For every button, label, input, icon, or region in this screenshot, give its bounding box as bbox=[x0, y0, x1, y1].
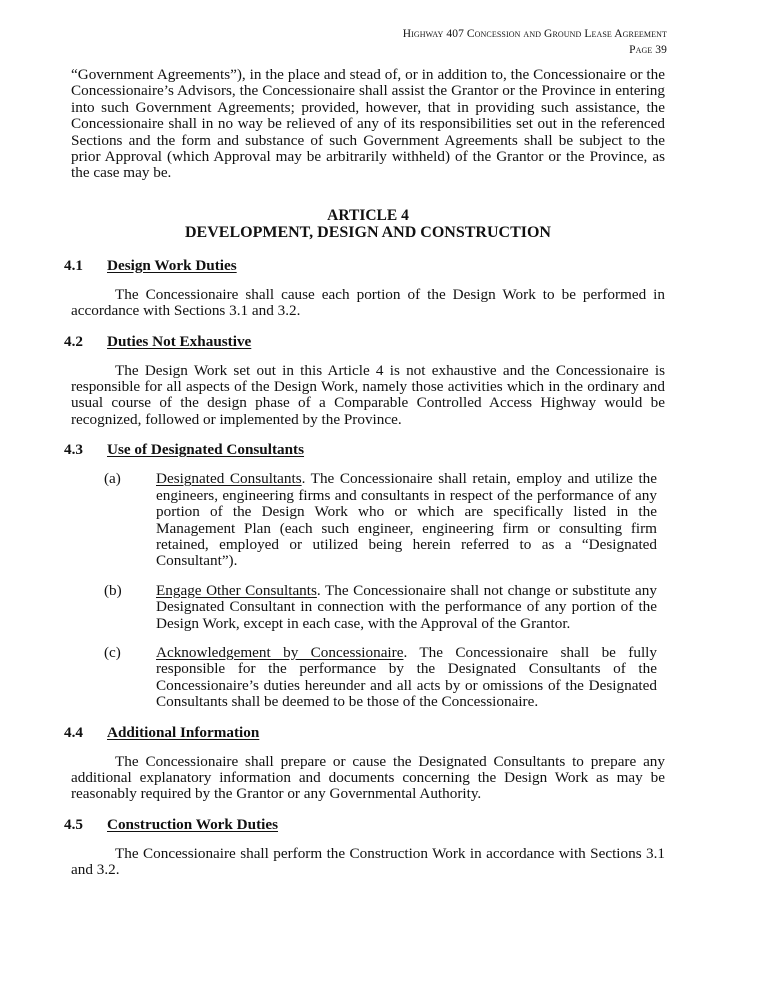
section-number: 4.1 bbox=[64, 256, 83, 274]
subsection-body: . The Concessionaire shall be fully responsible for the performance by the Designated Consultants of the Concessionaire’s duties hereunder and all acts by or omissions of the Designated Consultants shall be deemed to be those of the Concessionaire. bbox=[156, 643, 657, 711]
page-header bbox=[403, 26, 667, 58]
subsection-label: (a) bbox=[104, 470, 121, 488]
document-body bbox=[64, 66, 665, 879]
section-heading bbox=[64, 815, 665, 833]
subsection-title: Engage Other Consultants bbox=[156, 581, 317, 599]
subsection-title: Designated Consultants bbox=[156, 470, 302, 488]
article-heading bbox=[71, 207, 665, 241]
subsection-body: . The Concessionaire shall retain, employ and utilize the engineers, engineering firms and consultants in respect of the performance of any portion of the Design Work who or which are specifically listed in the Management Plan (each such engineer, engineering firm or consulting firm retained, employed or utilized being herein referred to as a “Designated Consultant”). bbox=[156, 470, 658, 570]
subsection-title: Acknowledgement by Concessionaire bbox=[156, 643, 404, 661]
subsection-label: (b) bbox=[104, 581, 122, 599]
subsection bbox=[71, 583, 665, 632]
intro-paragraph: “Government Agreements”), in the place and stead of, or in addition to, the Concessionaire or the Concessionaire’s Advisors, the Concessionaire shall assist the Grantor or the Province in entering into such Government Agreements; provided, however, that in providing such assistance, the Concessionaire shall in no way be relieved of any of its responsibilities set out in the referenced Sections and the form and substance of such Government Agreements shall be subject to the prior Approval (which Approval may be arbitrarily withheld) of the Grantor or the Province, as the case may be. bbox=[71, 66, 665, 182]
section-heading bbox=[64, 441, 665, 459]
subsection-text bbox=[156, 583, 657, 632]
section-title: Duties Not Exhaustive bbox=[107, 332, 252, 350]
document-title: Highway 407 Concession and Ground Lease Agreement bbox=[402, 28, 667, 40]
section-number: 4.3 bbox=[64, 441, 83, 459]
section-number: 4.4 bbox=[64, 723, 83, 741]
section-paragraph: The Design Work set out in this Article 4 is not exhaustive and the Concessionaire is responsible for all aspects of the Design Work, namely those activities which in the ordinary and usual course of the design phase of a Comparable Controlled Access Highway would be recognized, followed or implemented by the Province. bbox=[71, 361, 665, 428]
section-paragraph: The Concessionaire shall perform the Construction Work in accordance with Sections 3.1 and 3.2. bbox=[71, 844, 665, 879]
section-title: Use of Designated Consultants bbox=[107, 441, 305, 459]
section-heading bbox=[64, 723, 665, 741]
section-paragraph: The Concessionaire shall prepare or cause the Designated Consultants to prepare any additional explanatory information and documents concerning the Design Work as may be reasonably required by the Grantor or any Governmental Authority. bbox=[71, 752, 665, 803]
subsection-text bbox=[156, 645, 657, 711]
section-number: 4.2 bbox=[64, 332, 83, 350]
section-paragraph: The Concessionaire shall cause each portion of the Design Work to be performed in accordance with Sections 3.1 and 3.2. bbox=[71, 285, 665, 320]
section-heading bbox=[64, 256, 665, 274]
subsection-text bbox=[156, 471, 657, 569]
subsection-body: . The Concessionaire shall not change or substitute any Designated Consultant in connection with the performance of any portion of the Design Work, except in each case, with the Approval of the Grantor. bbox=[156, 581, 657, 632]
section-title: Additional Information bbox=[107, 723, 260, 741]
subsection bbox=[71, 471, 665, 569]
subsection-label: (c) bbox=[104, 643, 121, 661]
subsection bbox=[71, 645, 665, 711]
section-number: 4.5 bbox=[64, 815, 83, 833]
section-heading bbox=[64, 332, 665, 350]
article-title: DEVELOPMENT, DESIGN AND CONSTRUCTION bbox=[185, 223, 551, 241]
page-number: Page 39 bbox=[629, 44, 667, 56]
section-title: Design Work Duties bbox=[107, 256, 237, 274]
article-number: ARTICLE 4 bbox=[327, 206, 409, 224]
section-title: Construction Work Duties bbox=[107, 815, 279, 833]
